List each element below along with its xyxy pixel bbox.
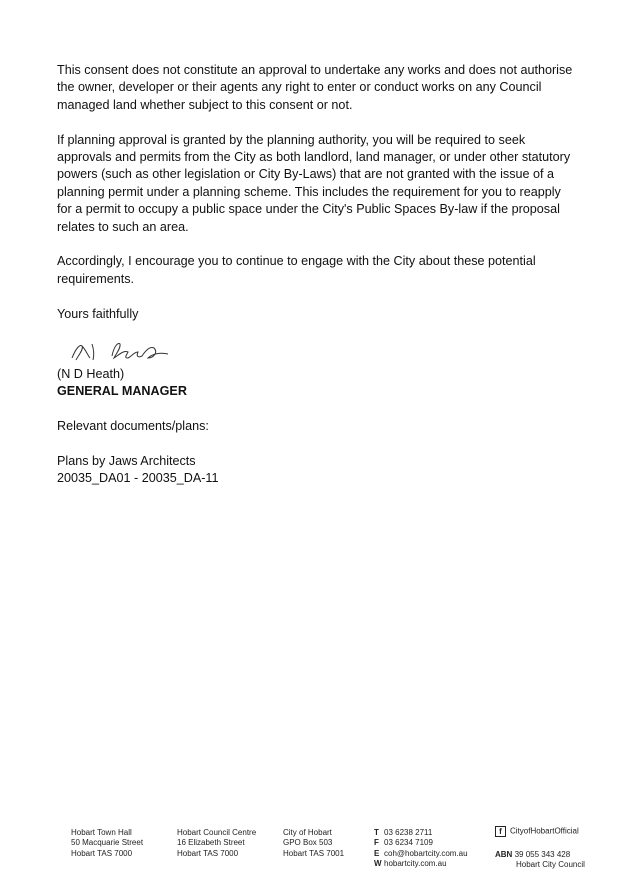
handwritten-signature <box>68 336 178 366</box>
facebook-icon: f <box>495 826 506 837</box>
contact-fax <box>374 838 468 848</box>
signatory-name: (N D Heath) <box>57 367 125 381</box>
contact-phone <box>374 828 468 838</box>
documents-heading: Relevant documents/plans: <box>57 419 209 433</box>
footer-town-hall <box>71 828 143 859</box>
footer-text: Hobart TAS 7001 <box>283 848 345 858</box>
contact-value[interactable]: coh@hobartcity.com.au <box>384 848 468 858</box>
footer-text: Hobart Council Centre <box>177 828 257 837</box>
footer-text: GPO Box 503 <box>283 838 333 848</box>
signature-block <box>57 366 187 401</box>
letter-body <box>57 62 577 340</box>
contact-value: 03 6238 2711 <box>384 828 433 837</box>
footer-postal <box>283 828 344 859</box>
contact-web <box>374 859 468 869</box>
contact-label: T <box>374 828 379 837</box>
paragraph-approvals: If planning approval is granted by the planning authority, you will be required to seek approvals and permits from the City as both landlord, land manager, or under other statutory powers (such as other legislation or City By-Laws) that are not granted with the issue of a planning permit under a planning scheme. This includes the requirement for you to reapply for a permit to occupy a public space under the City's Public Spaces By-law if the proposal relates to such an area. <box>57 132 571 234</box>
contact-email <box>374 849 468 859</box>
footer-text: 50 Macquarie Street <box>71 838 144 848</box>
footer-text: City of Hobart <box>283 828 332 837</box>
social-handle: CityofHobartOfficial <box>510 826 579 836</box>
social-link[interactable] <box>495 826 585 837</box>
footer-council-centre <box>177 828 256 859</box>
paragraph-engage: Accordingly, I encourage you to continue to engage with the City about these potential requirements. <box>57 254 536 286</box>
contact-label: F <box>374 838 379 848</box>
contact-label: W <box>374 859 382 869</box>
footer-social-abn <box>495 826 585 871</box>
closing-line: Yours faithfully <box>57 306 139 321</box>
relevant-documents <box>57 418 219 488</box>
documents-line-2: 20035_DA01 - 20035_DA-11 <box>57 471 219 486</box>
footer-text: 16 Elizabeth Street <box>177 838 245 848</box>
footer-text: Hobart TAS 7000 <box>71 848 133 858</box>
footer-text: Hobart Town Hall <box>71 828 132 837</box>
contact-value[interactable]: hobartcity.com.au <box>384 859 447 869</box>
footer-contacts <box>374 828 468 870</box>
footer-text: Hobart TAS 7000 <box>177 848 239 858</box>
abn-label: ABN <box>495 850 513 860</box>
signatory-title: GENERAL MANAGER <box>57 384 187 399</box>
paragraph-consent: This consent does not constitute an approval to undertake any works and does not authorise the owner, developer or their agents any right to enter or conduct works on any Council managed land whether subject to this consent or not. <box>57 63 573 112</box>
documents-line-1: Plans by Jaws Architects <box>57 453 196 468</box>
abn <box>495 850 585 860</box>
contact-value: 03 6234 7109 <box>384 838 433 848</box>
contact-label: E <box>374 848 380 858</box>
entity-name: Hobart City Council <box>516 860 585 870</box>
abn-value: 39 055 343 428 <box>514 850 571 860</box>
